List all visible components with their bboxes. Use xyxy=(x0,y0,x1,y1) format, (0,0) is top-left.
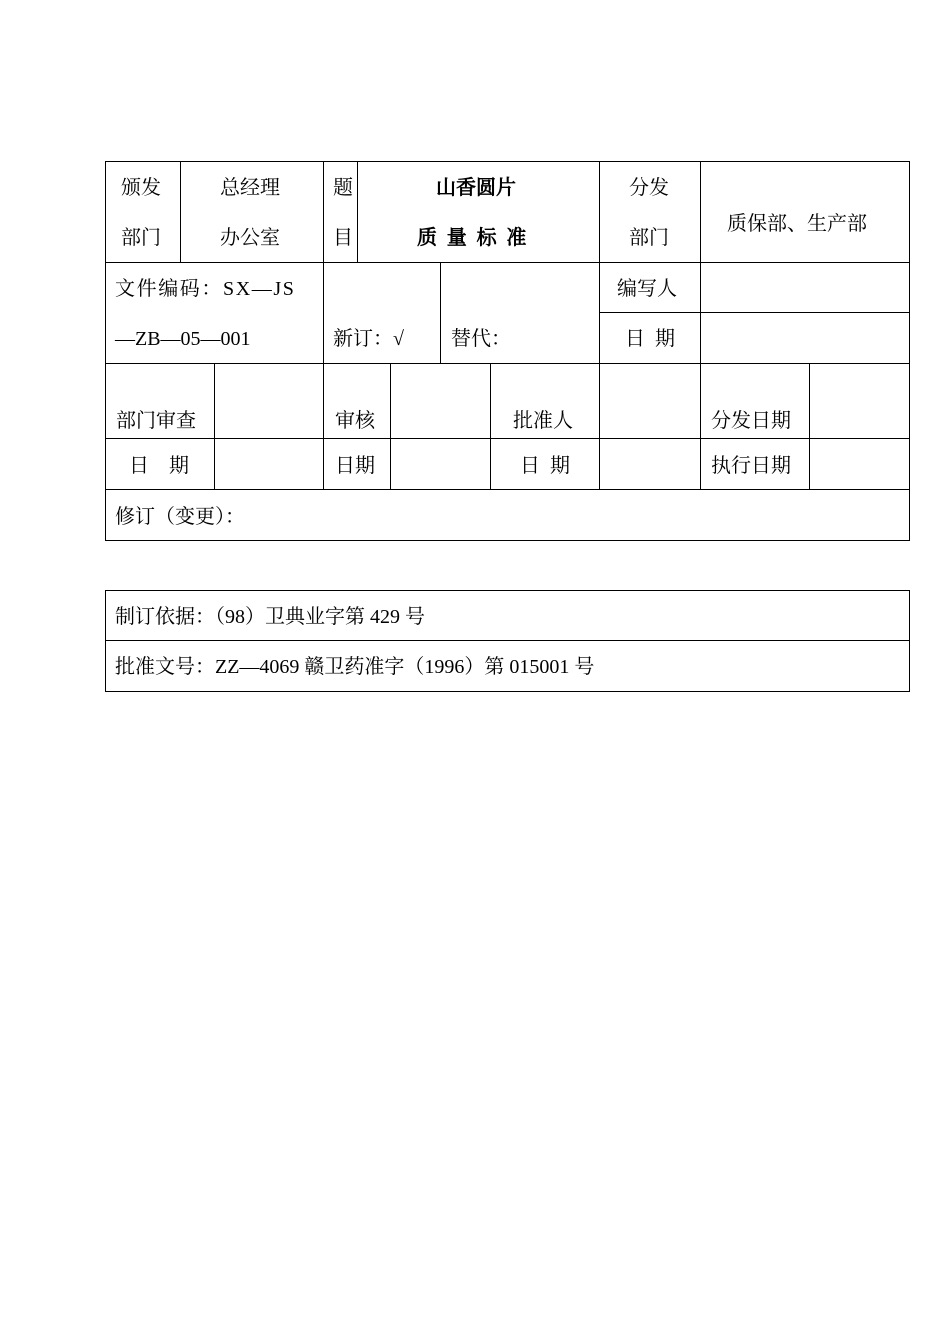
revision-label: 修订（变更）： xyxy=(115,506,245,528)
table-rule xyxy=(214,363,215,489)
writer-label: 编写人 xyxy=(617,278,677,300)
table-rule xyxy=(599,363,600,489)
table-rule xyxy=(440,262,441,363)
table-rule xyxy=(599,161,600,262)
table-rule xyxy=(323,161,324,262)
review-label: 审核 xyxy=(335,410,375,432)
issuing-dept-value: 总经理 xyxy=(220,177,280,199)
distribution-dept-label: 部门 xyxy=(629,227,669,249)
table-rule xyxy=(700,262,701,363)
formulation-basis: 制订依据：（98）卫典业字第 429 号 xyxy=(115,606,425,628)
dept-review-date-label: 日 期 xyxy=(129,455,189,477)
writer-date-label: 日 期 xyxy=(625,328,675,350)
distribution-date-label: 分发日期 xyxy=(711,410,791,432)
table-rule xyxy=(105,438,910,439)
document-subtitle: 质 量 标 准 xyxy=(417,227,529,249)
subject-label: 目 xyxy=(333,227,353,249)
table-rule xyxy=(390,363,391,489)
issuing-dept-label: 部门 xyxy=(121,227,161,249)
table-rule xyxy=(809,363,810,489)
table-rule xyxy=(323,363,324,489)
issuing-dept-value: 办公室 xyxy=(220,227,280,249)
table-rule xyxy=(357,161,358,262)
file-code: —ZB—05—001 xyxy=(115,328,251,350)
table-rule xyxy=(700,363,701,489)
table-rule xyxy=(700,161,701,262)
distribution-dept-label: 分发 xyxy=(629,177,669,199)
approver-label: 批准人 xyxy=(513,410,573,432)
review-date-label: 日期 xyxy=(335,455,375,477)
distribution-dept-value: 质保部、生产部 xyxy=(727,213,867,235)
table-rule xyxy=(323,262,324,363)
approval-date-label: 日 期 xyxy=(520,455,570,477)
table-rule xyxy=(105,262,910,263)
dept-review-label: 部门审查 xyxy=(116,410,196,432)
table-rule xyxy=(180,161,181,262)
new-revision-label: 新订：√ xyxy=(333,328,404,350)
subject-label: 题 xyxy=(333,177,353,199)
replacement-label: 替代： xyxy=(451,328,511,350)
table-rule xyxy=(599,312,910,313)
issuing-dept-label: 颁发 xyxy=(121,177,161,199)
approval-number: 批准文号：ZZ—4069 赣卫药准字（1996）第 015001 号 xyxy=(115,656,595,678)
table-rule xyxy=(599,262,600,363)
table-rule xyxy=(105,640,910,641)
execution-date-label: 执行日期 xyxy=(711,455,791,477)
table-rule xyxy=(490,363,491,489)
file-code: 文件编码：SX—JS xyxy=(115,278,296,300)
table-rule xyxy=(105,489,910,490)
table-rule xyxy=(105,363,910,364)
document-title: 山香圆片 xyxy=(436,177,516,199)
